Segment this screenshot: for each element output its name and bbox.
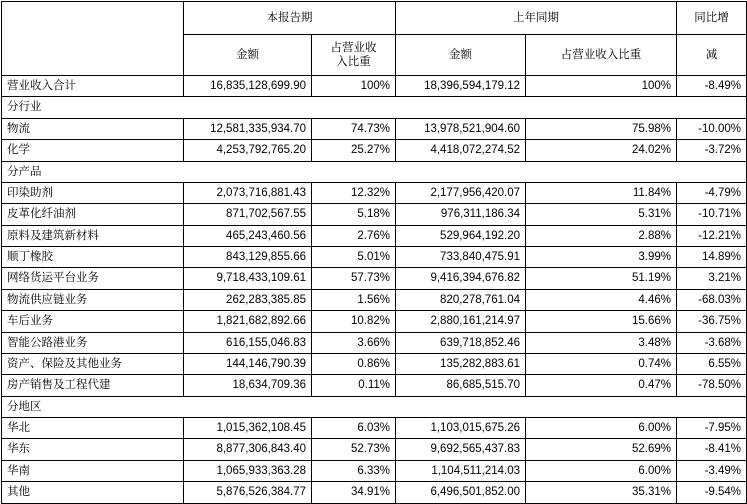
table-row: [2, 482, 747, 503]
table-header: [2, 2, 747, 76]
row-label: 原料及建筑新材料: [2, 225, 184, 246]
table-row: [2, 460, 747, 481]
prior-ratio: 52.69%: [526, 439, 677, 460]
prior-amount: 86,685,515.70: [396, 375, 526, 396]
current-amount: 1,015,362,108.45: [184, 418, 312, 439]
yoy-change: 6.55%: [677, 353, 747, 374]
current-amount: 18,634,709.36: [184, 375, 312, 396]
current-ratio: 12.32%: [312, 182, 396, 203]
table-row: [2, 311, 747, 332]
header-prior-period: 上年同期: [396, 2, 677, 35]
prior-amount: 2,177,956,420.07: [396, 182, 526, 203]
prior-ratio: 4.46%: [526, 289, 677, 310]
current-amount: 2,073,716,881.43: [184, 182, 312, 203]
section-row: [2, 161, 747, 182]
row-label: 化学: [2, 140, 184, 161]
row-label: 皮革化纤油剂: [2, 204, 184, 225]
prior-ratio: 3.48%: [526, 332, 677, 353]
table-row: [2, 353, 747, 374]
row-label: 车后业务: [2, 311, 184, 332]
current-ratio: 6.03%: [312, 418, 396, 439]
table-row: [2, 247, 747, 268]
prior-amount: 13,978,521,904.60: [396, 118, 526, 139]
prior-ratio: 0.47%: [526, 375, 677, 396]
header-prior-amount: 金额: [396, 35, 526, 76]
current-ratio: 3.66%: [312, 332, 396, 353]
financial-table-sheet: [0, 1, 747, 504]
section-label: 分行业: [2, 97, 747, 118]
current-ratio: 74.73%: [312, 118, 396, 139]
header-current-ratio: [312, 35, 396, 76]
section-label: 分地区: [2, 396, 747, 417]
prior-ratio: 5.31%: [526, 204, 677, 225]
table-row: [2, 118, 747, 139]
header-current-amount: 金额: [184, 35, 312, 76]
section-row: [2, 396, 747, 417]
section-row: [2, 97, 747, 118]
row-label: 资产、保险及其他业务: [2, 353, 184, 374]
table-row: [2, 204, 747, 225]
table-row: [2, 439, 747, 460]
current-ratio: 5.18%: [312, 204, 396, 225]
prior-amount: 1,103,015,675.26: [396, 418, 526, 439]
prior-amount: 9,692,565,437.83: [396, 439, 526, 460]
prior-ratio: 51.19%: [526, 268, 677, 289]
row-label: 房产销售及工程代建: [2, 375, 184, 396]
prior-amount: 6,496,501,852.00: [396, 482, 526, 503]
yoy-change: -10.00%: [677, 118, 747, 139]
yoy-change: -10.71%: [677, 204, 747, 225]
header-current-ratio-line1: 占营业收: [330, 41, 377, 54]
current-amount: 4,253,792,765.20: [184, 140, 312, 161]
current-amount: 5,876,526,384.77: [184, 482, 312, 503]
prior-amount: 639,718,852.46: [396, 332, 526, 353]
current-amount: 465,243,460.56: [184, 225, 312, 246]
section-label: 分产品: [2, 161, 747, 182]
current-ratio: 5.01%: [312, 247, 396, 268]
header-prior-ratio: 占营业收入比重: [526, 35, 677, 76]
current-ratio: 1.56%: [312, 289, 396, 310]
header-blank-corner: [2, 2, 184, 76]
prior-ratio: 35.31%: [526, 482, 677, 503]
prior-amount: 18,396,594,179.12: [396, 76, 526, 97]
row-label: 物流供应链业务: [2, 289, 184, 310]
current-ratio: 2.76%: [312, 225, 396, 246]
table-row: [2, 140, 747, 161]
prior-amount: 976,311,186.34: [396, 204, 526, 225]
prior-amount: 820,278,761.04: [396, 289, 526, 310]
prior-amount: 4,418,072,274.52: [396, 140, 526, 161]
row-label: 营业收入合计: [2, 76, 184, 97]
yoy-change: -7.95%: [677, 418, 747, 439]
yoy-change: 14.89%: [677, 247, 747, 268]
yoy-change: -4.79%: [677, 182, 747, 203]
current-ratio: 34.91%: [312, 482, 396, 503]
header-yoy: 同比增: [677, 2, 747, 35]
prior-amount: 9,416,394,676.82: [396, 268, 526, 289]
table-row: [2, 225, 747, 246]
row-label: 华南: [2, 460, 184, 481]
row-label: 华北: [2, 418, 184, 439]
current-amount: 12,581,335,934.70: [184, 118, 312, 139]
current-ratio: 10.82%: [312, 311, 396, 332]
prior-amount: 135,282,883.61: [396, 353, 526, 374]
row-label: 顺丁橡胶: [2, 247, 184, 268]
yoy-change: -3.49%: [677, 460, 747, 481]
yoy-change: -68.03%: [677, 289, 747, 310]
current-amount: 144,146,790.39: [184, 353, 312, 374]
prior-amount: 2,880,161,214.97: [396, 311, 526, 332]
row-label: 华东: [2, 439, 184, 460]
current-amount: 8,877,306,843.40: [184, 439, 312, 460]
prior-ratio: 75.98%: [526, 118, 677, 139]
yoy-change: -3.68%: [677, 332, 747, 353]
table-row: [2, 332, 747, 353]
row-label: 智能公路港业务: [2, 332, 184, 353]
revenue-breakdown-table: [1, 1, 747, 504]
yoy-change: -12.21%: [677, 225, 747, 246]
prior-ratio: 15.66%: [526, 311, 677, 332]
current-ratio: 6.33%: [312, 460, 396, 481]
row-label: 其他: [2, 482, 184, 503]
header-group-row: [2, 2, 747, 35]
table-row: [2, 289, 747, 310]
prior-amount: 733,840,475.91: [396, 247, 526, 268]
current-amount: 616,155,046.83: [184, 332, 312, 353]
header-current-ratio-line2: 入比重: [336, 56, 371, 68]
row-label: 网络货运平台业务: [2, 268, 184, 289]
yoy-change: 3.21%: [677, 268, 747, 289]
current-amount: 262,283,385.85: [184, 289, 312, 310]
table-row: [2, 182, 747, 203]
current-ratio: 0.86%: [312, 353, 396, 374]
prior-ratio: 3.99%: [526, 247, 677, 268]
current-ratio: 25.27%: [312, 140, 396, 161]
row-label: 印染助剂: [2, 182, 184, 203]
prior-ratio: 6.00%: [526, 460, 677, 481]
prior-ratio: 24.02%: [526, 140, 677, 161]
prior-ratio: 0.74%: [526, 353, 677, 374]
row-label: 物流: [2, 118, 184, 139]
current-amount: 1,821,682,892.66: [184, 311, 312, 332]
current-ratio: 57.73%: [312, 268, 396, 289]
prior-ratio: 11.84%: [526, 182, 677, 203]
table-row: [2, 418, 747, 439]
table-row: [2, 375, 747, 396]
yoy-change: -9.54%: [677, 482, 747, 503]
table-body: [2, 76, 747, 504]
yoy-change: -8.49%: [677, 76, 747, 97]
prior-amount: 529,964,192.20: [396, 225, 526, 246]
prior-ratio: 2.88%: [526, 225, 677, 246]
current-amount: 1,065,933,363.28: [184, 460, 312, 481]
prior-ratio: 100%: [526, 76, 677, 97]
prior-amount: 1,104,511,214.03: [396, 460, 526, 481]
header-yoy-second-line: 减: [677, 35, 747, 76]
current-ratio: 52.73%: [312, 439, 396, 460]
yoy-change: -78.50%: [677, 375, 747, 396]
yoy-change: -36.75%: [677, 311, 747, 332]
current-ratio: 0.11%: [312, 375, 396, 396]
prior-ratio: 6.00%: [526, 418, 677, 439]
current-amount: 9,718,433,109.61: [184, 268, 312, 289]
current-ratio: 100%: [312, 76, 396, 97]
yoy-change: -3.72%: [677, 140, 747, 161]
current-amount: 871,702,567.55: [184, 204, 312, 225]
yoy-change: -8.41%: [677, 439, 747, 460]
header-current-period: 本报告期: [184, 2, 396, 35]
current-amount: 843,129,855.66: [184, 247, 312, 268]
table-row: [2, 76, 747, 97]
current-amount: 16,835,128,699.90: [184, 76, 312, 97]
table-row: [2, 268, 747, 289]
